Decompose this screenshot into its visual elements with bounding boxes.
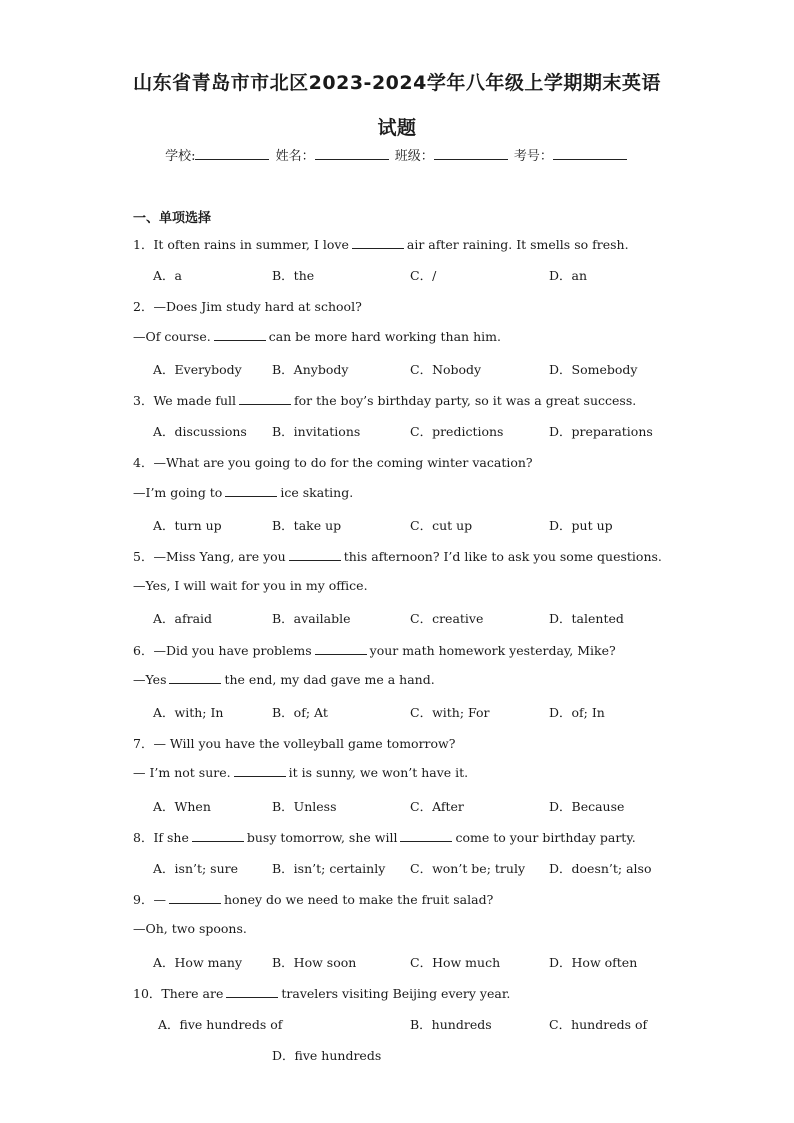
question-2-option-A[interactable]: A．Everybody (153, 361, 242, 377)
question-5-option-C[interactable]: C．creative (410, 611, 484, 627)
question-9-option-C[interactable]: C．How much (410, 954, 501, 970)
question-number: 4． (133, 455, 154, 471)
question-2-line-2 (133, 329, 501, 344)
answer-blank[interactable] (169, 892, 221, 904)
question-9-option-D[interactable]: D．How often (549, 954, 638, 970)
question-3-option-C[interactable]: C．predictions (410, 424, 504, 440)
stem-text: your math homework yesterday, Mike? (369, 642, 616, 658)
question-1-option-C[interactable]: C．/ (410, 268, 437, 284)
question-number: 3． (133, 393, 154, 408)
stem-text: busy tomorrow, she will (246, 829, 398, 845)
question-5-line-1 (133, 547, 662, 565)
document-title-line-2: 试题 (377, 117, 417, 139)
question-4-option-D[interactable]: D．put up (549, 517, 613, 533)
stem-text: — I’m not sure. (133, 765, 231, 781)
stem-text: —What are you going to do for the coming winter vacation? (153, 455, 533, 471)
answer-blank[interactable] (239, 393, 291, 405)
question-6-option-C[interactable]: C．with; For (410, 705, 490, 720)
question-4-line-1 (133, 453, 533, 471)
stem-text: — Will you have the volleyball game tomorrow? (153, 736, 456, 752)
stem-text: the end, my dad gave me a hand. (224, 671, 435, 687)
stem-text: —Of course. (133, 328, 211, 344)
question-9-option-A[interactable]: A．How many (153, 954, 243, 970)
question-number: 7． (133, 736, 154, 752)
stem-text: honey do we need to make the fruit salad? (223, 892, 494, 908)
name-blank[interactable] (315, 147, 389, 160)
question-1-line-1 (133, 235, 629, 253)
question-2-option-C[interactable]: C．Nobody (410, 361, 482, 377)
answer-blank[interactable] (352, 237, 404, 249)
stem-text: ice skating. (280, 484, 354, 500)
question-10-option-C[interactable]: C．hundreds of (549, 1017, 648, 1032)
stem-text: for the boy’s birthday party, so it was a great success. (294, 393, 637, 408)
question-8-line-1 (133, 828, 636, 846)
question-7-option-B[interactable]: B．Unless (272, 798, 337, 814)
stem-text: —Yes (133, 671, 167, 687)
class-label: 班级： (394, 149, 434, 164)
question-9-option-B[interactable]: B．How soon (272, 954, 357, 970)
question-3-line-1 (133, 391, 636, 409)
answer-blank[interactable] (192, 830, 244, 842)
stem-text: air after raining. It smells so fresh. (406, 237, 629, 252)
question-5-option-A[interactable]: A．afraid (153, 611, 213, 627)
stem-text: We made full (153, 393, 237, 408)
question-7-option-D[interactable]: D．Because (549, 798, 625, 814)
question-6-line-1 (133, 641, 616, 659)
question-7-line-1 (133, 734, 455, 752)
question-3-option-D[interactable]: D．preparations (549, 424, 653, 440)
name-label: 姓名： (275, 149, 315, 164)
document-title-line-1: 山东省青岛市市北区2023-2024学年八年级上学期期末英语 (133, 72, 661, 94)
stem-text: There are (161, 985, 224, 1001)
question-6-line-2 (133, 672, 435, 687)
answer-blank[interactable] (315, 643, 367, 655)
question-number: 10． (133, 985, 162, 1001)
exam-number-blank[interactable] (553, 147, 627, 160)
stem-text: —Does Jim study hard at school? (153, 299, 362, 315)
question-3-option-B[interactable]: B．invitations (272, 424, 361, 440)
question-2-option-D[interactable]: D．Somebody (549, 361, 638, 377)
question-8-option-D[interactable]: D．doesn’t; also (549, 861, 652, 876)
question-4-line-2 (133, 485, 353, 500)
stem-text: can be more hard working than him. (268, 328, 501, 344)
question-6-option-A[interactable]: A．with; In (153, 705, 224, 720)
question-10-line-1 (133, 984, 510, 1002)
question-10-option-A[interactable]: A．five hundreds of (158, 1017, 283, 1032)
question-2-option-B[interactable]: B．Anybody (272, 361, 349, 377)
stem-text: this afternoon? I’d like to ask you some questions. (343, 549, 662, 564)
exam-number-label: 考号： (513, 149, 553, 164)
question-7-option-A[interactable]: A．When (153, 798, 211, 814)
question-number: 2． (133, 299, 154, 315)
stem-text: — (153, 892, 166, 908)
school-blank[interactable] (195, 147, 269, 160)
section-title: 一、单项选择 (133, 211, 212, 226)
question-9-line-1 (133, 890, 493, 908)
question-6-option-B[interactable]: B．of; At (272, 705, 328, 720)
answer-blank[interactable] (400, 830, 452, 842)
school-label: 学校: (165, 149, 196, 164)
question-5-line-2 (133, 578, 368, 593)
question-3-option-A[interactable]: A．discussions (153, 424, 247, 440)
answer-blank[interactable] (226, 986, 278, 998)
question-5-option-D[interactable]: D．talented (549, 611, 624, 627)
stem-text: come to your birthday party. (455, 829, 636, 845)
question-7-line-2 (133, 765, 468, 780)
stem-text: If she (153, 829, 189, 845)
question-4-option-C[interactable]: C．cut up (410, 517, 473, 533)
question-5-option-B[interactable]: B．available (272, 611, 351, 627)
question-6-option-D[interactable]: D．of; In (549, 705, 605, 720)
answer-blank[interactable] (225, 485, 277, 497)
question-number: 8． (133, 829, 154, 845)
answer-blank[interactable] (169, 672, 221, 684)
question-8-option-B[interactable]: B．isn’t; certainly (272, 861, 386, 876)
answer-blank[interactable] (234, 765, 286, 777)
question-1-option-A[interactable]: A．a (153, 268, 182, 284)
question-2-line-1 (133, 297, 362, 315)
answer-blank[interactable] (289, 549, 341, 561)
question-10-option-B[interactable]: B．hundreds (410, 1017, 492, 1032)
class-blank[interactable] (434, 147, 508, 160)
stem-text: —I’m going to (133, 484, 223, 500)
question-4-option-A[interactable]: A．turn up (153, 517, 222, 533)
question-9-line-2 (133, 921, 247, 936)
stem-text: It often rains in summer, I love (153, 237, 349, 252)
question-7-option-C[interactable]: C．After (410, 798, 464, 814)
answer-blank[interactable] (214, 329, 266, 341)
question-number: 6． (133, 642, 154, 658)
question-number: 5． (133, 549, 154, 564)
stem-text: —Oh, two spoons. (133, 921, 247, 937)
question-8-option-A[interactable]: A．isn’t; sure (153, 861, 239, 876)
stem-text: —Did you have problems (153, 642, 312, 658)
stem-text: travelers visiting Beijing every year. (281, 985, 511, 1001)
student-info-line (0, 145, 794, 164)
question-number: 9． (133, 892, 154, 908)
question-8-option-C[interactable]: C．won’t be; truly (410, 861, 526, 876)
stem-text: —Miss Yang, are you (153, 549, 286, 564)
stem-text: it is sunny, we won’t have it. (288, 765, 469, 781)
question-4-option-B[interactable]: B．take up (272, 517, 342, 533)
question-1-option-D[interactable]: D．an (549, 268, 588, 284)
stem-text: —Yes, I will wait for you in my office. (133, 578, 368, 594)
question-10-option-D[interactable]: D．five hundreds (272, 1048, 382, 1064)
question-1-option-B[interactable]: B．the (272, 268, 315, 284)
question-number: 1． (133, 237, 154, 252)
